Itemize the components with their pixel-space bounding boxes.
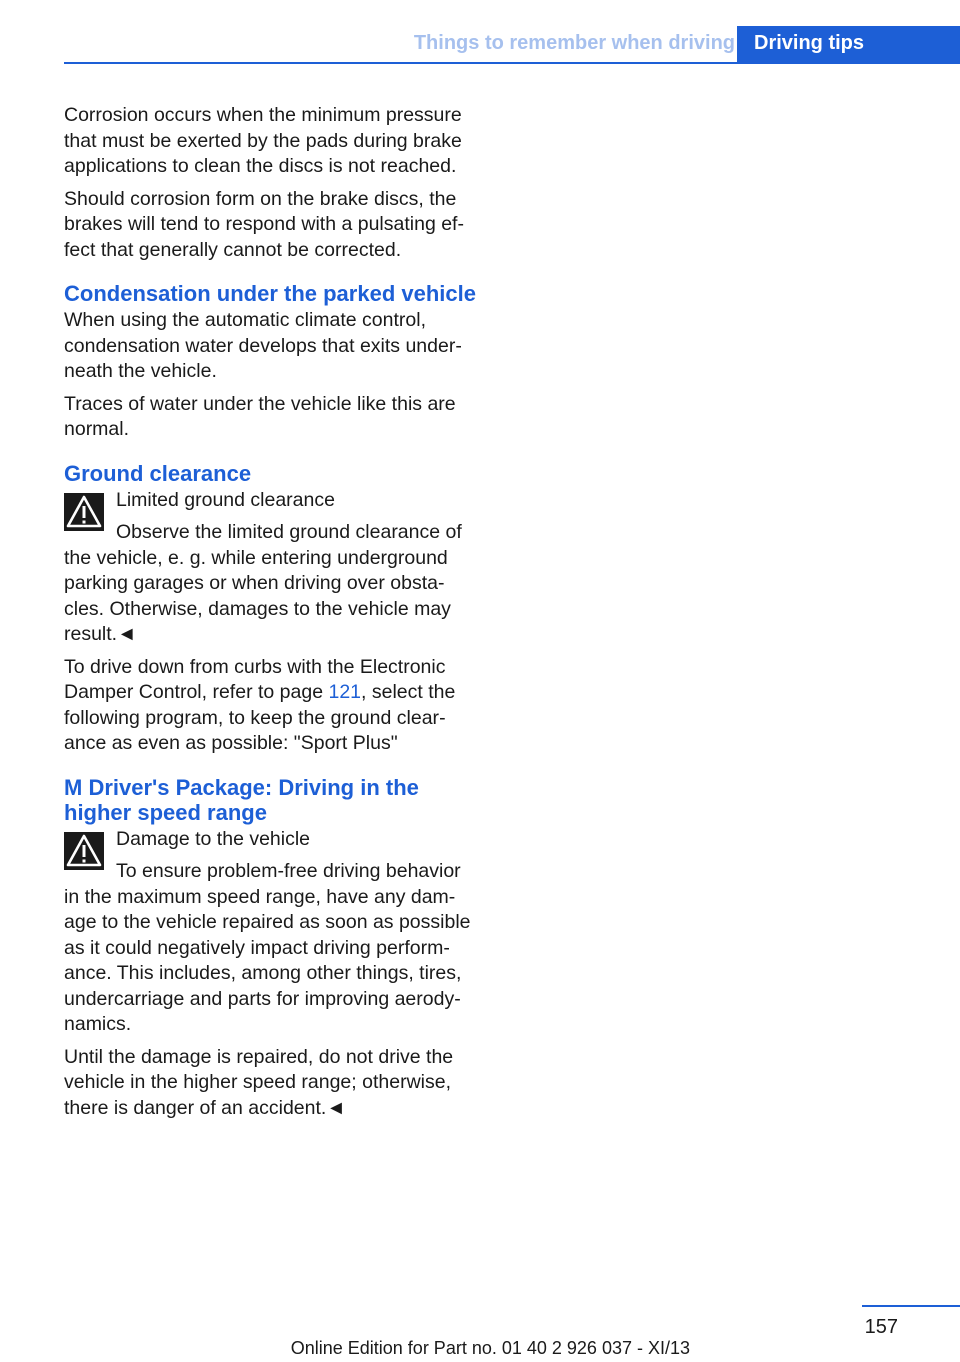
text-damper-before: To drive down from curbs with the Electronic Damper Control, refer to page	[64, 655, 446, 703]
warning-triangle-icon	[64, 832, 104, 870]
warning-title: Damage to the vehicle	[116, 827, 311, 850]
warning-vehicle-damage	[64, 827, 478, 1038]
main-column	[64, 103, 478, 1128]
warning-text: To ensure problem-free driving behavior in the maximum speed range, have any damage to the vehicle repaired as soon as possible as it could negatively impact driving performance. This includes, among other things, tires, undercarriage and parts for improving aerodynamics.	[64, 860, 471, 1035]
page-header	[64, 26, 960, 64]
heading-condensation: Condensation under the parked vehicle	[64, 281, 476, 306]
header-chapter-tab: Driving tips	[737, 26, 960, 62]
heading-ground-clearance: Ground clearance	[64, 460, 252, 486]
paragraph-corrosion: Corrosion occurs when the minimum pressure that must be exerted by the pads during brake applications to clean the discs is not reached.	[64, 104, 462, 177]
paragraph-damper-control	[64, 655, 478, 757]
paragraph-traces-water: Traces of water under the vehicle like this are normal.	[64, 392, 456, 440]
heading-m-drivers-package: M Driver's Package: Driving in the higher speed range	[64, 774, 419, 825]
warning-title: Limited ground clearance	[116, 488, 335, 511]
warning-text: Observe the limited ground clearance of the vehicle, e. g. while entering underground parking garages or when driving over obstacles. Otherwise, damages to the vehicle may result.◄	[64, 521, 462, 645]
header-section-title: Things to remember when driving	[413, 32, 735, 54]
page-link-121[interactable]: 121	[328, 681, 362, 703]
edition-note: Online Edition for Part no. 01 40 2 926 037 - XI/13	[290, 1338, 690, 1358]
warning-ground-clearance	[64, 488, 478, 648]
paragraph-corrosion-effect: Should corrosion form on the brake discs, the brakes will tend to respond with a pulsating effect that generally cannot be corrected.	[64, 187, 464, 261]
paragraph-condensation: When using the automatic climate control, condensation water develops that exits underneath the vehicle.	[64, 309, 462, 382]
footer-rule	[862, 1305, 960, 1307]
paragraph-until-repaired: Until the damage is repaired, do not drive the vehicle in the higher speed range; otherwise, there is danger of an accident.◄	[64, 1045, 454, 1119]
page-number: 157	[864, 1316, 898, 1338]
text-damper-after: , select the following program, to keep the ground clearance as even as possible: "Sport Plus"	[64, 681, 456, 754]
warning-triangle-icon	[64, 493, 104, 531]
